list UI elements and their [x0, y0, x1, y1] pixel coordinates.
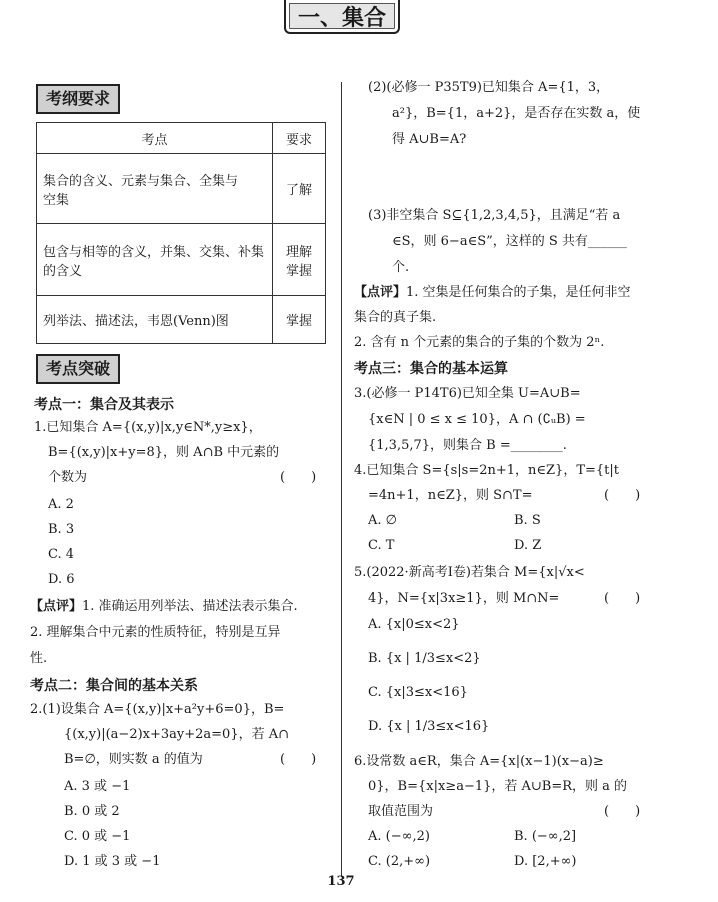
- comment-line: 2. 含有 n 个元素的集合的子集的个数为 2ⁿ.: [354, 335, 605, 350]
- table-cell-point: 列举法、描述法，韦恩(Venn)图: [37, 296, 273, 344]
- table-cell-requirement: 了解: [273, 154, 326, 224]
- table-row: [37, 154, 326, 224]
- question-2-3-line-2: ∈S，则 6−a∈S”，这样的 S 共有______: [392, 234, 627, 249]
- question-4-line-1: 4.已知集合 S={s|s=2n+1，n∈Z}，T={t|t: [354, 463, 619, 478]
- comment-line: 性.: [30, 651, 48, 666]
- topic-heading-3: 考点三：集合的基本运算: [354, 361, 508, 377]
- question-2-2-line-2: a²}，B={1，a+2}，是否存在实数 a，使: [392, 106, 641, 121]
- cell-line: 包含与相等的含义，并集、交集、补集: [43, 244, 265, 260]
- table-header-requirement: 要求: [273, 123, 326, 154]
- table-cell-point: [37, 224, 273, 296]
- option: A. 2: [48, 497, 74, 512]
- requirements-table: [36, 122, 326, 344]
- comment-line: 集合的真子集.: [354, 310, 437, 325]
- question-5-line-1: 5.(2022·新高考Ⅰ卷)若集合 M={x|√x<: [354, 565, 585, 580]
- question-6-line-2: 0}，B={x|x≥a−1}，若 A∪B=R，则 a 的: [368, 779, 628, 794]
- comment-tag: 【点评】: [30, 599, 83, 614]
- cell-line: 掌握: [285, 263, 312, 279]
- topic-heading-1: 考点一：集合及其表示: [34, 397, 174, 413]
- table-header-row: [37, 123, 326, 154]
- question-2-line-3: B=∅，则实数 a 的值为: [64, 752, 203, 767]
- answer-paren: ( ): [604, 804, 641, 819]
- section-label-exam-requirements: 考纲要求: [36, 84, 120, 114]
- column-divider: [341, 82, 342, 877]
- question-6-line-1: 6.设常数 a∈R，集合 A={x|(x−1)(x−a)≥: [354, 754, 604, 769]
- question-2-2-line-1: (2)(必修一 P35T9)已知集合 A={1，3，: [368, 80, 610, 95]
- option: D. Z: [514, 538, 542, 553]
- chapter-title: 一、集合: [284, 0, 400, 34]
- comment-block-2: [354, 283, 631, 303]
- question-3-line-3: {1,3,5,7}，则集合 B =________.: [368, 438, 567, 453]
- question-2-3-line-1: (3)非空集合 S⊆{1,2,3,4,5}，且满足“若 a: [368, 208, 621, 223]
- question-6-line-3: 取值范围为: [368, 804, 434, 819]
- comment-text: 1. 准确运用列举法、描述法表示集合.: [82, 599, 298, 614]
- option: C. {x|3≤x<16}: [368, 685, 468, 700]
- answer-paren: ( ): [280, 752, 317, 767]
- question-1-line-2: B={(x,y)|x+y=8}，则 A∩B 中元素的: [48, 445, 280, 460]
- question-2-2-line-3: 得 A∪B=A?: [392, 132, 467, 147]
- option: B. S: [514, 513, 541, 528]
- comment-text: 1. 空集是任何集合的子集，是任何非空: [406, 285, 631, 300]
- option: B. 0 或 2: [64, 804, 120, 819]
- option: D. 6: [48, 572, 75, 587]
- cell-line: 理解: [285, 244, 312, 260]
- question-2-line-2: {(x,y)|(a−2)x+3ay+2a=0}，若 A∩: [64, 727, 290, 742]
- topic-heading-2: 考点二：集合间的基本关系: [30, 678, 198, 694]
- table-row: [37, 224, 326, 296]
- question-1-line-1: 1.已知集合 A={(x,y)|x,y∈N*,y≥x}，: [34, 420, 262, 435]
- option: D. [2,+∞): [514, 854, 577, 869]
- option: B. (−∞,2]: [514, 829, 577, 844]
- table-header-point: 考点: [37, 123, 273, 154]
- question-2-3-line-3: 个.: [392, 260, 410, 275]
- cell-line: 的含义: [43, 263, 83, 279]
- question-2-line-1: 2.(1)设集合 A={(x,y)|x+a²y+6=0}，B=: [30, 702, 285, 717]
- option: D. 1 或 3 或 −1: [64, 854, 161, 869]
- cell-line: 空集: [43, 192, 70, 208]
- option: C. 4: [48, 547, 75, 562]
- table-row: [37, 296, 326, 344]
- option: B. 3: [48, 522, 75, 537]
- comment-block-1: [30, 597, 298, 617]
- option: A. {x|0≤x<2}: [368, 617, 460, 632]
- page-number: 137: [327, 874, 355, 889]
- option: C. T: [368, 538, 395, 553]
- comment-tag: 【点评】: [354, 285, 407, 300]
- question-4-line-2: =4n+1，n∈Z}，则 S∩T=: [368, 488, 533, 503]
- section-label-breakthrough: 考点突破: [36, 354, 120, 384]
- option: B. {x | 1/3≤x<2}: [368, 651, 481, 666]
- table-cell-point: [37, 154, 273, 224]
- option: A. 3 或 −1: [64, 779, 131, 794]
- question-3-line-2: {x∈N | 0 ≤ x ≤ 10}，A ∩ (∁ᵤB) =: [368, 412, 586, 427]
- answer-paren: ( ): [604, 488, 641, 503]
- option: C. 0 或 −1: [64, 829, 131, 844]
- option: D. {x | 1/3≤x<16}: [368, 719, 490, 734]
- question-1-line-3: 个数为: [48, 470, 88, 485]
- comment-line: 2. 理解集合中元素的性质特征，特别是互异: [30, 625, 281, 640]
- cell-line: 集合的含义、元素与集合、全集与: [43, 173, 239, 189]
- question-5-line-2: 4}，N={x|3x≥1}，则 M∩N=: [368, 591, 560, 606]
- question-3-line-1: 3.(必修一 P14T6)已知全集 U=A∪B=: [354, 386, 581, 401]
- option: A. (−∞,2): [368, 829, 430, 844]
- answer-paren: ( ): [280, 470, 317, 485]
- option: C. (2,+∞): [368, 854, 431, 869]
- option: A. ∅: [368, 513, 397, 528]
- table-cell-requirement: [273, 224, 326, 296]
- table-cell-requirement: 掌握: [273, 296, 326, 344]
- answer-paren: ( ): [604, 591, 641, 606]
